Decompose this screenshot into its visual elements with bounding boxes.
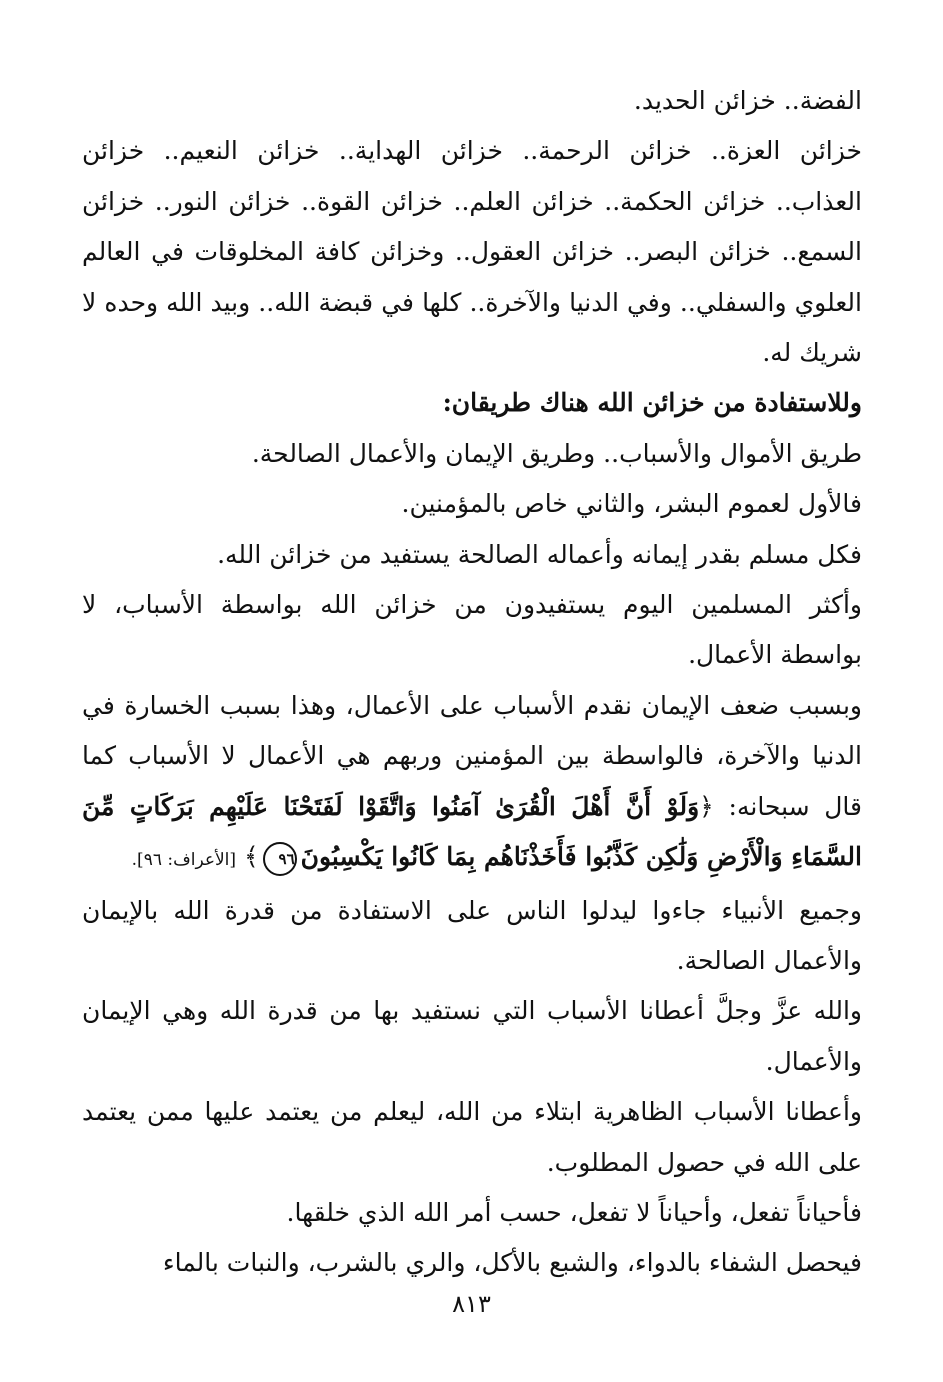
- verse-close-bracket: ﴾: [243, 842, 259, 872]
- paragraph-apparent-means: وأعطانا الأسباب الظاهرية ابتلاء من الله، ليعلم من يعتمد عليها ممن يعتمد على الله في حصول المطلوب.: [82, 1097, 862, 1177]
- paragraph-allah-gave-us: والله عزَّ وجلَّ أعطانا الأسباب التي نستفيد بها من قدرة الله وهي الإيمان والأعمال.: [82, 996, 862, 1076]
- paragraph-treasures-silver: الفضة.. خزائن الحديد.: [633, 86, 862, 115]
- page-number: ٨١٣: [452, 1290, 491, 1318]
- paragraph-most-muslims: وأكثر المسلمين اليوم يستفيدون من خزائن الله بواسطة الأسباب، لا بواسطة الأعمال.: [82, 590, 862, 670]
- verse-intro-text: وبسبب ضعف الإيمان نقدم الأسباب على الأعمال، وهذا بسبب الخسارة في الدنيا والآخرة، فالواسطة بين المؤمنين وربهم هي الأعمال لا الأسباب كما قال سبحانه:: [82, 690, 862, 821]
- paragraph-sometimes-works: فأحياناً تفعل، وأحياناً لا تفعل، حسب أمر الله الذي خلقها.: [286, 1197, 862, 1227]
- verse-text: وَلَوْ أَنَّ أَهْلَ الْقُرَىٰ آمَنُوا وَاتَّقَوْا لَفَتَحْنَا عَلَيْهِم بَرَكَاتٍ مِّنَ السَّمَاءِ وَالْأَرْضِ وَلَٰكِن كَذَّبُوا فَأَخَذْنَاهُم بِمَا كَانُوا يَكْسِبُونَ: [82, 791, 862, 872]
- paragraph-all-prophets: وجميع الأنبياء جاءوا ليدلوا الناس على الاستفادة من قدرة الله بالإيمان والأعمال الصالحة.: [82, 895, 862, 975]
- page-body: [82, 76, 862, 1316]
- verse-reference: [الأعراف: ٩٦].: [131, 850, 237, 871]
- paragraph-healing-by-medicine: فيحصل الشفاء بالدواء، والشبع بالأكل، والري بالشرب، والنبات بالماء: [162, 1248, 862, 1278]
- section-heading-two-ways: وللاستفادة من خزائن الله هناك طريقان:: [442, 388, 862, 418]
- paragraph-first-and-second: فالأول لعموم البشر، والثاني خاص بالمؤمنين.: [401, 489, 862, 519]
- paragraph-every-muslim: فكل مسلم بقدر إيمانه وأعماله الصالحة يستفيد من خزائن الله.: [217, 539, 862, 569]
- verse-open-bracket: ﴿: [699, 791, 714, 821]
- ayah-number-marker: ٩٦: [263, 842, 297, 876]
- paragraph-treasures-list: خزائن العزة.. خزائن الرحمة.. خزائن الهداية.. خزائن النعيم.. خزائن العذاب.. خزائن الحكمة.. خزائن العلم.. خزائن القوة.. خزائن النور.. خزائن السمع.. خزائن البصر.. خزائن العقول.. وخزائن كافة المخلوقات في العالم العلوي والسفلي.. وفي الدنيا والآخرة.. كلها في قبضة الله.. وبيد الله وحده لا شريك له.: [82, 136, 862, 368]
- paragraph-weak-faith-verse: [82, 681, 862, 886]
- paragraph-way-of-means: طريق الأموال والأسباب.. وطريق الإيمان والأعمال الصالحة.: [251, 438, 862, 468]
